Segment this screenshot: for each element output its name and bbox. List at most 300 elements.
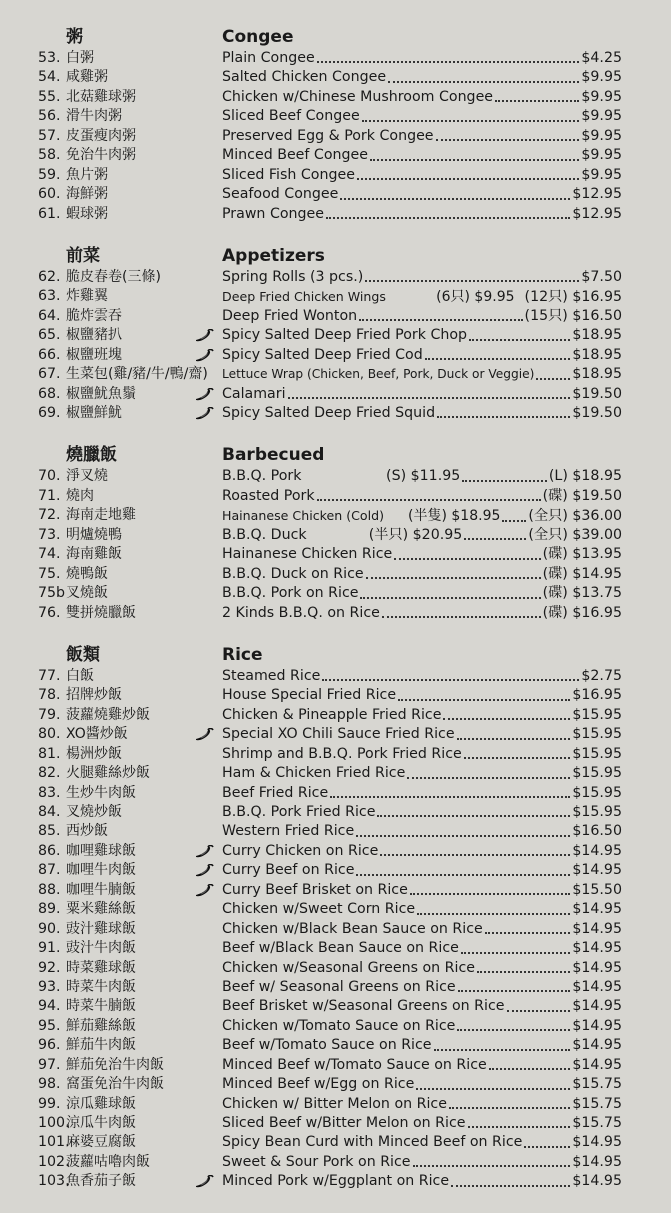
item-chinese-name: 涼瓜牛肉飯 xyxy=(66,1115,136,1131)
item-number: 81. xyxy=(38,745,61,762)
item-chinese-name: 雙拼燒臘飯 xyxy=(66,604,136,621)
menu-item xyxy=(0,686,671,705)
item-price: (全只) $36.00 xyxy=(528,508,622,525)
item-chinese-name: 鮮茄雞絲飯 xyxy=(66,1017,136,1034)
menu-item xyxy=(0,784,671,803)
item-english-name: Minced Pork w/Eggplant on Rice xyxy=(222,1173,450,1190)
dot-leader xyxy=(382,612,541,618)
item-price: (碟) $13.75 xyxy=(542,585,622,602)
chili-pepper-icon xyxy=(193,884,215,899)
item-english-name: Curry Beef Brisket on Rice xyxy=(222,881,408,898)
dot-leader xyxy=(326,213,570,219)
dot-leader xyxy=(495,96,579,102)
dot-leader xyxy=(356,831,570,837)
section-header xyxy=(0,644,671,667)
item-english-name: Sweet & Sour Pork on Rice xyxy=(222,1153,411,1170)
item-price: $7.50 xyxy=(581,268,622,285)
dot-leader xyxy=(317,495,541,501)
item-chinese-name: 明爐燒鴨 xyxy=(66,526,122,543)
item-dish xyxy=(222,1017,622,1036)
item-chinese-name: 涼瓜雞球飯 xyxy=(66,1095,136,1112)
item-english-name: Curry Beef on Rice xyxy=(222,862,355,879)
item-chinese-name: 菠蘿燒雞炒飯 xyxy=(66,706,150,723)
item-price: $18.95 xyxy=(572,346,622,363)
dot-leader xyxy=(340,194,570,200)
item-english-name: Western Fried Rice xyxy=(222,823,355,840)
chili-pepper-icon xyxy=(193,388,215,403)
item-number: 67. xyxy=(38,366,61,383)
item-number: 69. xyxy=(38,405,61,421)
item-chinese-name: 時菜雞球飯 xyxy=(66,959,136,976)
item-number: 89. xyxy=(38,901,61,918)
dot-leader xyxy=(370,155,579,161)
menu-item xyxy=(0,861,671,880)
chili-pepper-icon xyxy=(193,349,215,364)
item-english-name: Deep Fried Chicken Wings xyxy=(222,289,386,305)
item-dish xyxy=(222,185,622,204)
item-chinese-name: 椒鹽班塊 xyxy=(66,346,122,363)
item-english-name: Beef w/ Seasonal Greens on Rice xyxy=(222,978,456,995)
item-english-name: Lettuce Wrap (Chicken, Beef, Pork, Duck or Veggie) xyxy=(222,367,535,382)
item-number: 65. xyxy=(38,327,61,344)
menu-item xyxy=(0,346,671,365)
item-english-name: Spicy Salted Deep Fried Cod xyxy=(222,346,423,363)
item-price: $14.95 xyxy=(572,1037,622,1054)
item-dish xyxy=(222,49,622,68)
dot-leader xyxy=(449,1103,570,1109)
item-number: 59. xyxy=(38,166,61,183)
item-number: 86. xyxy=(38,842,61,859)
item-dish xyxy=(222,1095,622,1114)
item-english-name: Ham & Chicken Fried Rice xyxy=(222,765,406,782)
item-chinese-name: 叉燒炒飯 xyxy=(66,804,122,820)
menu-item xyxy=(0,978,671,997)
item-price: $14.95 xyxy=(572,862,622,879)
item-number: 78. xyxy=(38,687,61,704)
item-english-name: Minced Beef w/Egg on Rice xyxy=(222,1076,415,1093)
item-english-name: B.B.Q. Pork Fried Rice xyxy=(222,804,376,820)
section-title-english: Appetizers xyxy=(222,245,325,266)
item-number: 56. xyxy=(38,108,61,125)
item-english-name: Roasted Pork xyxy=(222,487,315,504)
item-dish xyxy=(222,881,622,900)
item-chinese-name: 鮮茄免治牛肉飯 xyxy=(66,1056,164,1073)
item-price: $15.95 xyxy=(572,784,622,801)
menu-item xyxy=(0,467,671,486)
item-price: $14.95 xyxy=(572,998,622,1015)
menu-item xyxy=(0,584,671,603)
dot-leader xyxy=(380,850,570,856)
menu-item xyxy=(0,487,671,506)
menu-item xyxy=(0,822,671,841)
item-chinese-name: 炸雞翼 xyxy=(66,288,108,305)
item-chinese-name: 椒鹽豬扒 xyxy=(66,327,122,344)
item-number: 101. xyxy=(38,1134,70,1151)
dot-leader xyxy=(502,516,526,522)
menu-item xyxy=(0,881,671,900)
item-chinese-name: XO醬炒飯 xyxy=(66,726,128,743)
menu-item xyxy=(0,287,671,306)
menu-item xyxy=(0,1017,671,1036)
dot-leader xyxy=(365,276,579,282)
dot-leader xyxy=(507,1006,571,1012)
dot-leader xyxy=(413,1161,571,1167)
dot-leader xyxy=(322,675,579,681)
item-number: 94. xyxy=(38,998,61,1015)
item-english-name: Preserved Egg & Pork Congee xyxy=(222,127,434,144)
item-number: 57. xyxy=(38,127,61,144)
dot-leader xyxy=(394,554,540,560)
item-english-name: Prawn Congee xyxy=(222,205,324,222)
item-price-option: (12只) $16.95 xyxy=(524,289,622,306)
item-english-name: Sliced Fish Congee xyxy=(222,166,355,183)
item-dish xyxy=(222,900,622,919)
item-english-name: Deep Fried Wonton xyxy=(222,307,358,324)
item-dish xyxy=(222,745,622,764)
item-price: $15.95 xyxy=(572,765,622,782)
item-dish xyxy=(222,822,622,841)
item-price: $2.75 xyxy=(581,667,622,684)
dot-leader xyxy=(407,773,570,779)
item-dish xyxy=(222,127,622,146)
dot-leader xyxy=(436,135,580,141)
item-number: 84. xyxy=(38,804,61,820)
item-number: 100. xyxy=(38,1115,70,1131)
item-chinese-name: 魚片粥 xyxy=(66,166,108,183)
section-title-english: Rice xyxy=(222,644,263,665)
item-price: $15.95 xyxy=(572,726,622,743)
item-english-name: Special XO Chili Sauce Fried Rice xyxy=(222,726,455,743)
menu-item xyxy=(0,326,671,345)
menu-item xyxy=(0,307,671,326)
item-dish xyxy=(222,307,622,326)
item-dish xyxy=(222,861,622,880)
dot-leader xyxy=(357,174,579,180)
item-dish xyxy=(222,467,622,486)
dot-leader xyxy=(288,393,571,399)
item-english-name: Hainanese Chicken (Cold) xyxy=(222,508,385,524)
item-price: $14.95 xyxy=(572,978,622,995)
item-number: 73. xyxy=(38,526,61,543)
item-number: 72. xyxy=(38,507,61,524)
item-dish xyxy=(222,1036,622,1055)
chili-pepper-icon xyxy=(193,407,215,422)
item-price: $9.95 xyxy=(581,69,622,86)
item-number: 95. xyxy=(38,1017,61,1034)
dot-leader xyxy=(468,1122,571,1128)
item-price: (碟) $16.95 xyxy=(542,604,622,621)
item-price: $14.95 xyxy=(572,1134,622,1151)
dot-leader xyxy=(457,734,571,740)
item-chinese-name: 海南走地雞 xyxy=(66,507,136,524)
menu-item xyxy=(0,1075,671,1094)
item-number: 88. xyxy=(38,881,61,898)
item-chinese-name: 招牌炒飯 xyxy=(66,687,122,704)
item-chinese-name: 咖哩牛肉飯 xyxy=(66,862,136,879)
menu-item xyxy=(0,88,671,107)
menu-item xyxy=(0,166,671,185)
item-price: $14.95 xyxy=(572,1153,622,1170)
chili-pepper-icon xyxy=(193,845,215,860)
menu-item xyxy=(0,745,671,764)
item-number: 79. xyxy=(38,706,61,723)
item-dish xyxy=(222,506,622,526)
item-price: $18.95 xyxy=(572,327,622,344)
item-number: 97. xyxy=(38,1056,61,1073)
item-price: $14.95 xyxy=(572,940,622,957)
item-chinese-name: 海南雞飯 xyxy=(66,546,122,563)
item-chinese-name: 咸雞粥 xyxy=(66,69,108,86)
item-chinese-name: 北菇雞球粥 xyxy=(66,88,136,105)
item-price: $9.95 xyxy=(581,108,622,125)
dot-leader xyxy=(489,1064,571,1070)
item-english-name: Salted Chicken Congee xyxy=(222,69,387,86)
item-english-name: Beef w/Tomato Sauce on Rice xyxy=(222,1037,432,1054)
item-dish xyxy=(222,584,622,603)
item-english-name: Seafood Congee xyxy=(222,186,339,203)
item-dish xyxy=(222,1056,622,1075)
item-chinese-name: 魚香茄子飯 xyxy=(66,1173,136,1190)
item-chinese-name: 菠蘿咕嚕肉飯 xyxy=(66,1153,150,1170)
item-english-name: Chicken w/ Bitter Melon on Rice xyxy=(222,1095,447,1112)
menu-item xyxy=(0,268,671,287)
item-english-name: Beef Brisket w/Seasonal Greens on Rice xyxy=(222,998,505,1015)
item-price-option: (S) $11.95 xyxy=(386,468,461,485)
item-english-name: Plain Congee xyxy=(222,50,315,66)
dot-leader xyxy=(469,335,570,341)
dot-leader xyxy=(536,374,570,380)
menu-item xyxy=(0,900,671,919)
item-number: 68. xyxy=(38,385,61,402)
item-english-name: Chicken w/Tomato Sauce on Rice xyxy=(222,1017,456,1034)
item-dish xyxy=(222,686,622,705)
item-dish xyxy=(222,404,622,423)
item-number: 64. xyxy=(38,307,61,324)
section-title-chinese: 粥 xyxy=(66,27,83,47)
item-chinese-name: 豉汁雞球飯 xyxy=(66,920,136,937)
menu-item xyxy=(0,803,671,822)
menu-item xyxy=(0,1095,671,1114)
item-dish xyxy=(222,487,622,506)
item-price: (碟) $14.95 xyxy=(542,565,622,582)
item-english-name: Sliced Beef w/Bitter Melon on Rice xyxy=(222,1115,466,1131)
menu-item xyxy=(0,1036,671,1055)
menu-item xyxy=(0,706,671,725)
item-chinese-name: 生炒牛肉飯 xyxy=(66,784,136,801)
item-price: $9.95 xyxy=(581,88,622,105)
item-chinese-name: 白粥 xyxy=(66,50,94,66)
section-header xyxy=(0,245,671,268)
menu-section xyxy=(0,26,671,224)
item-english-name: Spicy Salted Deep Fried Squid xyxy=(222,405,436,421)
item-number: 63. xyxy=(38,288,61,305)
item-price: $12.95 xyxy=(572,186,622,203)
item-number: 53. xyxy=(38,50,61,66)
dot-leader xyxy=(477,967,570,973)
item-dish xyxy=(222,346,622,365)
item-price: (L) $18.95 xyxy=(548,468,622,485)
dot-leader xyxy=(377,811,570,817)
item-dish xyxy=(222,526,622,545)
item-number: 102. xyxy=(38,1153,70,1170)
item-dish xyxy=(222,1133,622,1152)
item-price: $12.95 xyxy=(572,205,622,222)
item-dish xyxy=(222,146,622,165)
item-dish xyxy=(222,842,622,861)
item-chinese-name: 白飯 xyxy=(66,667,94,684)
item-english-name: Beef Fried Rice xyxy=(222,784,329,801)
menu-item xyxy=(0,205,671,224)
menu-item xyxy=(0,526,671,545)
dot-leader xyxy=(434,1045,571,1051)
item-number: 91. xyxy=(38,940,61,957)
item-price: $9.95 xyxy=(581,166,622,183)
dot-leader xyxy=(443,714,570,720)
item-number: 62. xyxy=(38,268,61,285)
item-chinese-name: 咖哩牛腩飯 xyxy=(66,881,136,898)
item-dish xyxy=(222,205,622,224)
item-dish xyxy=(222,959,622,978)
item-price: $19.50 xyxy=(572,405,622,421)
dot-leader xyxy=(464,534,526,540)
item-price: $9.95 xyxy=(581,127,622,144)
dot-leader xyxy=(485,928,571,934)
item-price: $16.95 xyxy=(572,687,622,704)
dot-leader xyxy=(330,792,570,798)
menu-item xyxy=(0,1114,671,1133)
item-chinese-name: 蝦球粥 xyxy=(66,205,108,222)
item-english-name: B.B.Q. Pork on Rice xyxy=(222,585,359,602)
item-chinese-name: 淨叉燒 xyxy=(66,468,108,485)
menu-item xyxy=(0,842,671,861)
item-dish xyxy=(222,1075,622,1094)
section-title-chinese: 飯類 xyxy=(66,644,100,665)
item-chinese-name: 火腿雞絲炒飯 xyxy=(66,765,150,782)
item-english-name: Spicy Salted Deep Fried Pork Chop xyxy=(222,327,468,344)
chili-pepper-icon xyxy=(193,728,215,743)
item-english-name: B.B.Q. Duck xyxy=(222,526,307,543)
dot-leader xyxy=(410,889,571,895)
item-number: 54. xyxy=(38,69,61,86)
item-dish xyxy=(222,385,622,404)
item-price: $4.25 xyxy=(581,50,622,66)
dot-leader xyxy=(458,986,571,992)
item-number: 77. xyxy=(38,667,61,684)
item-english-name: Calamari xyxy=(222,385,286,402)
menu-item xyxy=(0,939,671,958)
item-chinese-name: 粟米雞絲飯 xyxy=(66,901,136,918)
menu-item xyxy=(0,185,671,204)
item-dish xyxy=(222,939,622,958)
item-dish xyxy=(222,68,622,87)
item-number: 96. xyxy=(38,1037,61,1054)
item-number: 99. xyxy=(38,1095,61,1112)
menu-item xyxy=(0,1056,671,1075)
item-dish xyxy=(222,997,622,1016)
item-number: 60. xyxy=(38,186,61,203)
item-price: $19.50 xyxy=(572,385,622,402)
item-dish xyxy=(222,764,622,783)
item-english-name: Chicken w/Black Bean Sauce on Rice xyxy=(222,920,483,937)
item-price: $14.95 xyxy=(572,901,622,918)
dot-leader xyxy=(464,753,571,759)
item-english-name: Minced Beef w/Tomato Sauce on Rice xyxy=(222,1056,487,1073)
item-english-name: B.B.Q. Pork xyxy=(222,468,302,485)
section-header xyxy=(0,444,671,467)
dot-leader xyxy=(362,116,580,122)
item-dish xyxy=(222,326,622,345)
item-english-name: Beef w/Black Bean Sauce on Rice xyxy=(222,940,459,957)
item-chinese-name: 生菜包(雞/豬/牛/鴨/齋) xyxy=(66,366,208,383)
menu-item xyxy=(0,68,671,87)
item-number: 66. xyxy=(38,346,61,363)
item-price: $15.75 xyxy=(572,1115,622,1131)
chili-pepper-icon xyxy=(193,329,215,344)
menu-item xyxy=(0,1133,671,1152)
dot-leader xyxy=(317,57,580,63)
item-english-name: Minced Beef Congee xyxy=(222,147,368,164)
item-chinese-name: 皮蛋瘦肉粥 xyxy=(66,127,136,144)
item-english-name: 2 Kinds B.B.Q. on Rice xyxy=(222,604,380,621)
item-price: $14.95 xyxy=(572,1173,622,1190)
item-price: (碟) $13.95 xyxy=(542,546,622,563)
item-price: $15.50 xyxy=(572,881,622,898)
section-title-chinese: 前菜 xyxy=(66,245,100,266)
dot-leader xyxy=(366,573,541,579)
item-dish xyxy=(222,706,622,725)
item-dish xyxy=(222,803,622,822)
item-price: (15只) $16.50 xyxy=(524,307,622,324)
item-english-name: Sliced Beef Congee xyxy=(222,108,360,125)
dot-leader xyxy=(457,1025,570,1031)
menu-item xyxy=(0,1153,671,1172)
menu-item xyxy=(0,127,671,146)
chili-pepper-icon xyxy=(193,864,215,879)
item-english-name: Hainanese Chicken Rice xyxy=(222,546,393,563)
item-english-name: House Special Fried Rice xyxy=(222,687,397,704)
item-chinese-name: 椒鹽鮮魷 xyxy=(66,405,122,421)
item-price: $18.95 xyxy=(572,366,622,383)
item-number: 76. xyxy=(38,604,61,621)
item-price-option: (半只) $20.95 xyxy=(368,526,463,543)
item-dish xyxy=(222,1172,622,1191)
menu-item xyxy=(0,49,671,68)
menu-item xyxy=(0,725,671,744)
menu-item xyxy=(0,385,671,404)
item-price: $15.95 xyxy=(572,706,622,723)
item-number: 58. xyxy=(38,147,61,164)
item-chinese-name: 時菜牛肉飯 xyxy=(66,978,136,995)
item-number: 55. xyxy=(38,88,61,105)
item-english-name: Chicken w/Seasonal Greens on Rice xyxy=(222,959,475,976)
item-price: $15.75 xyxy=(572,1076,622,1093)
item-chinese-name: 燒肉 xyxy=(66,487,94,504)
chili-pepper-icon xyxy=(193,1175,215,1190)
item-dish xyxy=(222,268,622,287)
item-number: 70. xyxy=(38,468,61,485)
dot-leader xyxy=(437,412,570,418)
item-price: $14.95 xyxy=(572,920,622,937)
item-price: $15.95 xyxy=(572,745,622,762)
item-chinese-name: 免治牛肉粥 xyxy=(66,147,136,164)
item-chinese-name: 滑牛肉粥 xyxy=(66,108,122,125)
menu-item xyxy=(0,959,671,978)
item-number: 74. xyxy=(38,546,61,563)
item-number: 61. xyxy=(38,205,61,222)
dot-leader xyxy=(388,77,579,83)
item-price: (碟) $19.50 xyxy=(542,487,622,504)
item-chinese-name: 脆皮春卷(三條) xyxy=(66,268,161,285)
